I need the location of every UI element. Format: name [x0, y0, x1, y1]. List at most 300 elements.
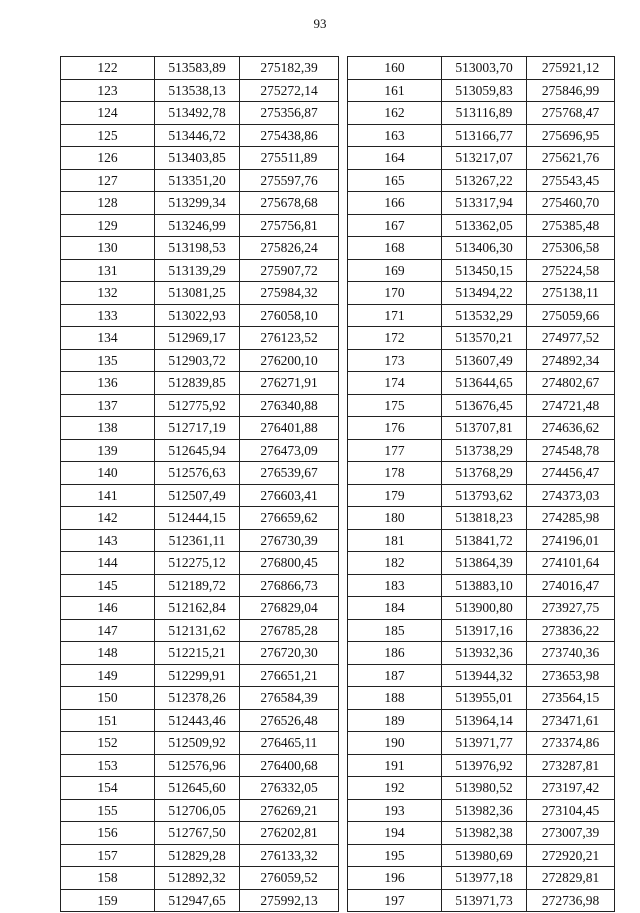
point-number-cell: 136 — [61, 372, 155, 395]
table-row — [61, 102, 339, 125]
coordinates-table-left — [60, 56, 339, 912]
table-row — [348, 439, 615, 462]
point-number-cell: 154 — [61, 777, 155, 800]
table-row — [61, 867, 339, 890]
x-coordinate-cell: 513707,81 — [442, 417, 527, 440]
point-number-cell: 133 — [61, 304, 155, 327]
x-coordinate-cell: 512645,94 — [155, 439, 240, 462]
y-coordinate-cell: 275460,70 — [527, 192, 615, 215]
table-row — [348, 124, 615, 147]
point-number-cell: 166 — [348, 192, 442, 215]
point-number-cell: 196 — [348, 867, 442, 890]
x-coordinate-cell: 512839,85 — [155, 372, 240, 395]
table-row — [348, 867, 615, 890]
point-number-cell: 146 — [61, 597, 155, 620]
point-number-cell: 160 — [348, 57, 442, 80]
y-coordinate-cell: 273374,86 — [527, 732, 615, 755]
x-coordinate-cell: 513351,20 — [155, 169, 240, 192]
point-number-cell: 145 — [61, 574, 155, 597]
x-coordinate-cell: 513738,29 — [442, 439, 527, 462]
table-row — [348, 552, 615, 575]
point-number-cell: 123 — [61, 79, 155, 102]
table-row — [61, 147, 339, 170]
x-coordinate-cell: 513492,78 — [155, 102, 240, 125]
y-coordinate-cell: 276473,09 — [240, 439, 339, 462]
point-number-cell: 185 — [348, 619, 442, 642]
y-coordinate-cell: 275992,13 — [240, 889, 339, 912]
point-number-cell: 181 — [348, 529, 442, 552]
table-row — [61, 709, 339, 732]
y-coordinate-cell: 275846,99 — [527, 79, 615, 102]
table-row — [348, 462, 615, 485]
y-coordinate-cell: 276332,05 — [240, 777, 339, 800]
point-number-cell: 151 — [61, 709, 155, 732]
y-coordinate-cell: 274977,52 — [527, 327, 615, 350]
y-coordinate-cell: 276539,67 — [240, 462, 339, 485]
point-number-cell: 131 — [61, 259, 155, 282]
y-coordinate-cell: 275768,47 — [527, 102, 615, 125]
table-row — [61, 282, 339, 305]
y-coordinate-cell: 276829,04 — [240, 597, 339, 620]
table-row — [61, 597, 339, 620]
y-coordinate-cell: 272920,21 — [527, 844, 615, 867]
x-coordinate-cell: 512509,92 — [155, 732, 240, 755]
point-number-cell: 155 — [61, 799, 155, 822]
point-number-cell: 138 — [61, 417, 155, 440]
y-coordinate-cell: 273740,36 — [527, 642, 615, 665]
x-coordinate-cell: 512717,19 — [155, 417, 240, 440]
x-coordinate-cell: 513917,16 — [442, 619, 527, 642]
x-coordinate-cell: 513900,80 — [442, 597, 527, 620]
y-coordinate-cell: 276603,41 — [240, 484, 339, 507]
point-number-cell: 183 — [348, 574, 442, 597]
table-row — [61, 844, 339, 867]
x-coordinate-cell: 513450,15 — [442, 259, 527, 282]
table-row — [348, 372, 615, 395]
point-number-cell: 193 — [348, 799, 442, 822]
x-coordinate-cell: 512215,21 — [155, 642, 240, 665]
y-coordinate-cell: 276800,45 — [240, 552, 339, 575]
x-coordinate-cell: 512378,26 — [155, 687, 240, 710]
y-coordinate-cell: 276269,21 — [240, 799, 339, 822]
y-coordinate-cell: 275356,87 — [240, 102, 339, 125]
table-row — [61, 777, 339, 800]
point-number-cell: 128 — [61, 192, 155, 215]
y-coordinate-cell: 275921,12 — [527, 57, 615, 80]
x-coordinate-cell: 513267,22 — [442, 169, 527, 192]
x-coordinate-cell: 513955,01 — [442, 687, 527, 710]
y-coordinate-cell: 273927,75 — [527, 597, 615, 620]
y-coordinate-cell: 273197,42 — [527, 777, 615, 800]
point-number-cell: 158 — [61, 867, 155, 890]
x-coordinate-cell: 513362,05 — [442, 214, 527, 237]
x-coordinate-cell: 512189,72 — [155, 574, 240, 597]
table-row — [61, 664, 339, 687]
y-coordinate-cell: 276271,91 — [240, 372, 339, 395]
x-coordinate-cell: 513081,25 — [155, 282, 240, 305]
y-coordinate-cell: 273007,39 — [527, 822, 615, 845]
table-row — [61, 484, 339, 507]
x-coordinate-cell: 513003,70 — [442, 57, 527, 80]
x-coordinate-cell: 512576,63 — [155, 462, 240, 485]
table-row — [348, 169, 615, 192]
table-row — [348, 237, 615, 260]
x-coordinate-cell: 512299,91 — [155, 664, 240, 687]
point-number-cell: 137 — [61, 394, 155, 417]
y-coordinate-cell: 275984,32 — [240, 282, 339, 305]
x-coordinate-cell: 513768,29 — [442, 462, 527, 485]
point-number-cell: 197 — [348, 889, 442, 912]
point-number-cell: 152 — [61, 732, 155, 755]
table-row — [61, 439, 339, 462]
point-number-cell: 132 — [61, 282, 155, 305]
table-row — [348, 327, 615, 350]
y-coordinate-cell: 274721,48 — [527, 394, 615, 417]
y-coordinate-cell: 276058,10 — [240, 304, 339, 327]
point-number-cell: 167 — [348, 214, 442, 237]
x-coordinate-cell: 513532,29 — [442, 304, 527, 327]
x-coordinate-cell: 513818,23 — [442, 507, 527, 530]
point-number-cell: 161 — [348, 79, 442, 102]
x-coordinate-cell: 512443,46 — [155, 709, 240, 732]
x-coordinate-cell: 513494,22 — [442, 282, 527, 305]
y-coordinate-cell: 274548,78 — [527, 439, 615, 462]
page-number: 93 — [313, 16, 327, 31]
y-coordinate-cell: 273471,61 — [527, 709, 615, 732]
table-row — [348, 304, 615, 327]
point-number-cell: 142 — [61, 507, 155, 530]
x-coordinate-cell: 513982,36 — [442, 799, 527, 822]
point-number-cell: 141 — [61, 484, 155, 507]
x-coordinate-cell: 513446,72 — [155, 124, 240, 147]
table-row — [61, 552, 339, 575]
table-row — [348, 664, 615, 687]
y-coordinate-cell: 274456,47 — [527, 462, 615, 485]
x-coordinate-cell: 513793,62 — [442, 484, 527, 507]
table-row — [61, 79, 339, 102]
table-row — [61, 237, 339, 260]
point-number-cell: 124 — [61, 102, 155, 125]
point-number-cell: 153 — [61, 754, 155, 777]
table-row — [61, 192, 339, 215]
table-row — [348, 57, 615, 80]
y-coordinate-cell: 276730,39 — [240, 529, 339, 552]
x-coordinate-cell: 513964,14 — [442, 709, 527, 732]
x-coordinate-cell: 513022,93 — [155, 304, 240, 327]
table-row — [348, 214, 615, 237]
x-coordinate-cell: 512645,60 — [155, 777, 240, 800]
y-coordinate-cell: 273104,45 — [527, 799, 615, 822]
table-row — [61, 349, 339, 372]
y-coordinate-cell: 275678,68 — [240, 192, 339, 215]
y-coordinate-cell: 276123,52 — [240, 327, 339, 350]
y-coordinate-cell: 272829,81 — [527, 867, 615, 890]
x-coordinate-cell: 513971,73 — [442, 889, 527, 912]
table-row — [61, 574, 339, 597]
y-coordinate-cell: 275224,58 — [527, 259, 615, 282]
x-coordinate-cell: 512444,15 — [155, 507, 240, 530]
point-number-cell: 174 — [348, 372, 442, 395]
y-coordinate-cell: 275511,89 — [240, 147, 339, 170]
table-row — [348, 259, 615, 282]
x-coordinate-cell: 513198,53 — [155, 237, 240, 260]
table-row — [348, 619, 615, 642]
y-coordinate-cell: 275438,86 — [240, 124, 339, 147]
y-coordinate-cell: 276133,32 — [240, 844, 339, 867]
x-coordinate-cell: 512275,12 — [155, 552, 240, 575]
point-number-cell: 169 — [348, 259, 442, 282]
table-row — [348, 394, 615, 417]
y-coordinate-cell: 275621,76 — [527, 147, 615, 170]
table-row — [61, 687, 339, 710]
table-row — [61, 124, 339, 147]
table-row — [61, 327, 339, 350]
point-number-cell: 157 — [61, 844, 155, 867]
x-coordinate-cell: 513166,77 — [442, 124, 527, 147]
table-row — [61, 619, 339, 642]
x-coordinate-cell: 513403,85 — [155, 147, 240, 170]
x-coordinate-cell: 513971,77 — [442, 732, 527, 755]
table-row — [61, 889, 339, 912]
point-number-cell: 173 — [348, 349, 442, 372]
x-coordinate-cell: 513299,34 — [155, 192, 240, 215]
table-row — [348, 777, 615, 800]
x-coordinate-cell: 512361,11 — [155, 529, 240, 552]
point-number-cell: 180 — [348, 507, 442, 530]
y-coordinate-cell: 276200,10 — [240, 349, 339, 372]
y-coordinate-cell: 274101,64 — [527, 552, 615, 575]
point-number-cell: 129 — [61, 214, 155, 237]
table-row — [61, 822, 339, 845]
x-coordinate-cell: 513864,39 — [442, 552, 527, 575]
y-coordinate-cell: 276465,11 — [240, 732, 339, 755]
point-number-cell: 147 — [61, 619, 155, 642]
y-coordinate-cell: 273287,81 — [527, 754, 615, 777]
x-coordinate-cell: 513977,18 — [442, 867, 527, 890]
table-row — [61, 754, 339, 777]
y-coordinate-cell: 276340,88 — [240, 394, 339, 417]
x-coordinate-cell: 512767,50 — [155, 822, 240, 845]
point-number-cell: 135 — [61, 349, 155, 372]
y-coordinate-cell: 276584,39 — [240, 687, 339, 710]
point-number-cell: 168 — [348, 237, 442, 260]
table-row — [348, 709, 615, 732]
point-number-cell: 170 — [348, 282, 442, 305]
point-number-cell: 176 — [348, 417, 442, 440]
table-row — [348, 192, 615, 215]
table-row — [61, 642, 339, 665]
table-row — [61, 417, 339, 440]
y-coordinate-cell: 276659,62 — [240, 507, 339, 530]
x-coordinate-cell: 513841,72 — [442, 529, 527, 552]
x-coordinate-cell: 512706,05 — [155, 799, 240, 822]
point-number-cell: 175 — [348, 394, 442, 417]
y-coordinate-cell: 276401,88 — [240, 417, 339, 440]
table-row — [348, 822, 615, 845]
x-coordinate-cell: 512947,65 — [155, 889, 240, 912]
y-coordinate-cell: 274016,47 — [527, 574, 615, 597]
table-row — [348, 597, 615, 620]
x-coordinate-cell: 513980,69 — [442, 844, 527, 867]
x-coordinate-cell: 513676,45 — [442, 394, 527, 417]
x-coordinate-cell: 513944,32 — [442, 664, 527, 687]
x-coordinate-cell: 513059,83 — [442, 79, 527, 102]
x-coordinate-cell: 512969,17 — [155, 327, 240, 350]
x-coordinate-cell: 513583,89 — [155, 57, 240, 80]
x-coordinate-cell: 512576,96 — [155, 754, 240, 777]
y-coordinate-cell: 275597,76 — [240, 169, 339, 192]
y-coordinate-cell: 275059,66 — [527, 304, 615, 327]
table-row — [348, 147, 615, 170]
y-coordinate-cell: 276526,48 — [240, 709, 339, 732]
x-coordinate-cell: 513570,21 — [442, 327, 527, 350]
point-number-cell: 126 — [61, 147, 155, 170]
y-coordinate-cell: 274802,67 — [527, 372, 615, 395]
y-coordinate-cell: 276202,81 — [240, 822, 339, 845]
point-number-cell: 125 — [61, 124, 155, 147]
point-number-cell: 134 — [61, 327, 155, 350]
point-number-cell: 139 — [61, 439, 155, 462]
y-coordinate-cell: 276400,68 — [240, 754, 339, 777]
y-coordinate-cell: 275306,58 — [527, 237, 615, 260]
table-row — [61, 57, 339, 80]
table-row — [61, 394, 339, 417]
point-number-cell: 179 — [348, 484, 442, 507]
point-number-cell: 148 — [61, 642, 155, 665]
x-coordinate-cell: 513116,89 — [442, 102, 527, 125]
point-number-cell: 172 — [348, 327, 442, 350]
y-coordinate-cell: 275756,81 — [240, 214, 339, 237]
y-coordinate-cell: 273836,22 — [527, 619, 615, 642]
table-row — [348, 102, 615, 125]
y-coordinate-cell: 275385,48 — [527, 214, 615, 237]
table-row — [348, 529, 615, 552]
x-coordinate-cell: 513217,07 — [442, 147, 527, 170]
x-coordinate-cell: 513932,36 — [442, 642, 527, 665]
x-coordinate-cell: 512507,49 — [155, 484, 240, 507]
table-row — [348, 642, 615, 665]
table-row — [61, 259, 339, 282]
coordinates-table-right — [347, 56, 615, 912]
point-number-cell: 177 — [348, 439, 442, 462]
table-row — [348, 507, 615, 530]
y-coordinate-cell: 275826,24 — [240, 237, 339, 260]
x-coordinate-cell: 513538,13 — [155, 79, 240, 102]
table-row — [61, 462, 339, 485]
y-coordinate-cell: 275182,39 — [240, 57, 339, 80]
y-coordinate-cell: 274892,34 — [527, 349, 615, 372]
point-number-cell: 190 — [348, 732, 442, 755]
point-number-cell: 150 — [61, 687, 155, 710]
point-number-cell: 127 — [61, 169, 155, 192]
x-coordinate-cell: 512162,84 — [155, 597, 240, 620]
x-coordinate-cell: 512903,72 — [155, 349, 240, 372]
x-coordinate-cell: 513980,52 — [442, 777, 527, 800]
point-number-cell: 143 — [61, 529, 155, 552]
table-row — [348, 79, 615, 102]
point-number-cell: 144 — [61, 552, 155, 575]
point-number-cell: 130 — [61, 237, 155, 260]
y-coordinate-cell: 276059,52 — [240, 867, 339, 890]
table-row — [348, 349, 615, 372]
point-number-cell: 184 — [348, 597, 442, 620]
x-coordinate-cell: 512775,92 — [155, 394, 240, 417]
table-row — [348, 732, 615, 755]
point-number-cell: 165 — [348, 169, 442, 192]
point-number-cell: 164 — [348, 147, 442, 170]
point-number-cell: 191 — [348, 754, 442, 777]
table-row — [61, 304, 339, 327]
y-coordinate-cell: 274636,62 — [527, 417, 615, 440]
point-number-cell: 195 — [348, 844, 442, 867]
point-number-cell: 159 — [61, 889, 155, 912]
x-coordinate-cell: 513406,30 — [442, 237, 527, 260]
point-number-cell: 156 — [61, 822, 155, 845]
x-coordinate-cell: 512131,62 — [155, 619, 240, 642]
y-coordinate-cell: 274196,01 — [527, 529, 615, 552]
x-coordinate-cell: 513644,65 — [442, 372, 527, 395]
table-row — [61, 372, 339, 395]
table-row — [61, 214, 339, 237]
table-row — [61, 507, 339, 530]
y-coordinate-cell: 275907,72 — [240, 259, 339, 282]
table-row — [348, 574, 615, 597]
x-coordinate-cell: 513982,38 — [442, 822, 527, 845]
table-row — [348, 282, 615, 305]
point-number-cell: 171 — [348, 304, 442, 327]
point-number-cell: 187 — [348, 664, 442, 687]
table-row — [348, 799, 615, 822]
table-row — [61, 169, 339, 192]
y-coordinate-cell: 272736,98 — [527, 889, 615, 912]
y-coordinate-cell: 275696,95 — [527, 124, 615, 147]
table-row — [348, 844, 615, 867]
point-number-cell: 162 — [348, 102, 442, 125]
table-row — [61, 529, 339, 552]
y-coordinate-cell: 276866,73 — [240, 574, 339, 597]
y-coordinate-cell: 276785,28 — [240, 619, 339, 642]
point-number-cell: 189 — [348, 709, 442, 732]
table-row — [348, 889, 615, 912]
x-coordinate-cell: 513139,29 — [155, 259, 240, 282]
point-number-cell: 194 — [348, 822, 442, 845]
x-coordinate-cell: 513883,10 — [442, 574, 527, 597]
table-row — [348, 687, 615, 710]
y-coordinate-cell: 275272,14 — [240, 79, 339, 102]
table-row — [348, 417, 615, 440]
point-number-cell: 122 — [61, 57, 155, 80]
table-row — [348, 754, 615, 777]
table-row — [61, 799, 339, 822]
point-number-cell: 163 — [348, 124, 442, 147]
y-coordinate-cell: 276651,21 — [240, 664, 339, 687]
y-coordinate-cell: 275543,45 — [527, 169, 615, 192]
x-coordinate-cell: 513317,94 — [442, 192, 527, 215]
x-coordinate-cell: 513607,49 — [442, 349, 527, 372]
y-coordinate-cell: 275138,11 — [527, 282, 615, 305]
table-row — [348, 484, 615, 507]
y-coordinate-cell: 273653,98 — [527, 664, 615, 687]
y-coordinate-cell: 274373,03 — [527, 484, 615, 507]
y-coordinate-cell: 274285,98 — [527, 507, 615, 530]
x-coordinate-cell: 512829,28 — [155, 844, 240, 867]
x-coordinate-cell: 513246,99 — [155, 214, 240, 237]
x-coordinate-cell: 513976,92 — [442, 754, 527, 777]
point-number-cell: 182 — [348, 552, 442, 575]
point-number-cell: 140 — [61, 462, 155, 485]
x-coordinate-cell: 512892,32 — [155, 867, 240, 890]
y-coordinate-cell: 276720,30 — [240, 642, 339, 665]
